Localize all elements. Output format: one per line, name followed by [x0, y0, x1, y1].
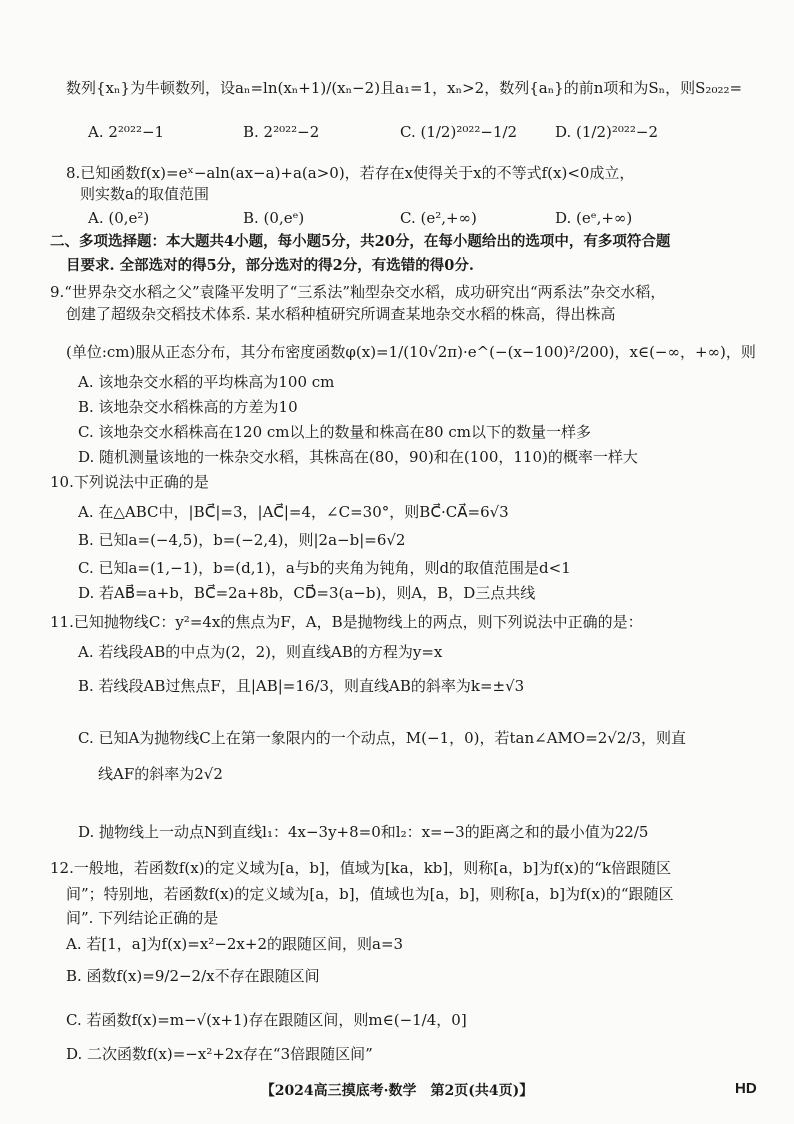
q7-option-b: B. 2²⁰²²−2	[243, 123, 320, 141]
q12-stem-3: 间”. 下列结论正确的是	[66, 909, 219, 927]
q12-stem-2: 间”；特别地，若函数f(x)的定义域为[a，b]，值域也为[a，b]，则称[a，b]为f(x)的“跟随区	[66, 885, 674, 903]
q10-option-c: C. 已知a=(1,−1)，b=(d,1)，a与b的夹角为钝角，则d的取值范围是d<1	[78, 559, 571, 577]
q9-option-b: B. 该地杂交水稻株高的方差为10	[78, 398, 298, 416]
q12-stem: 12.一般地，若函数f(x)的定义域为[a，b]，值域为[ka，kb]，则称[a，b]为f(x)的“k倍跟随区	[50, 859, 671, 877]
q8-option-d: D. (eᵉ,+∞)	[555, 209, 633, 227]
paper-code: HD	[735, 1080, 757, 1097]
q10-option-a: A. 在△ABC中，|BC⃗|=3，|AC⃗|=4，∠C=30°，则BC⃗·CA⃗=6√3	[78, 503, 509, 521]
q9-stem-3: (单位:cm)服从正态分布，其分布密度函数φ(x)=1/(10√2π)·e^(−(x−100)²/200)，x∈(−∞，+∞)，则	[66, 343, 756, 361]
q7-option-a: A. 2²⁰²²−1	[88, 123, 165, 141]
q11-option-c-cont: 线AF的斜率为2√2	[98, 765, 223, 783]
q9-option-a: A. 该地杂交水稻的平均株高为100 cm	[78, 373, 335, 391]
q11-option-d: D. 抛物线上一动点N到直线l₁：4x−3y+8=0和l₂：x=−3的距离之和的最小值为22/5	[78, 823, 649, 841]
q10-option-b: B. 已知a=(−4,5)，b=(−2,4)，则|2a−b|=6√2	[78, 531, 406, 549]
q7-option-d: D. (1/2)²⁰²²−2	[555, 123, 659, 141]
q9-option-d: D. 随机测量该地的一株杂交水稻，其株高在(80，90)和在(100，110)的概率一样大	[78, 448, 638, 466]
q11-stem: 11.已知抛物线C：y²=4x的焦点为F，A，B是抛物线上的两点，则下列说法中正确的是：	[50, 613, 643, 631]
q8-option-c: C. (e²,+∞)	[400, 209, 477, 227]
section-heading: 二、多项选择题：本大题共4小题，每小题5分，共20分，在每小题给出的选项中，有多项符合题	[50, 233, 671, 250]
q7-stem: 数列{xₙ}为牛顿数列，设aₙ=ln(xₙ+1)/(xₙ−2)且a₁=1，xₙ>2，数列{aₙ}的前n项和为Sₙ，则S₂₀₂₂=	[66, 79, 743, 97]
q11-option-a: A. 若线段AB的中点为(2，2)，则直线AB的方程为y=x	[78, 643, 443, 661]
q7-option-c: C. (1/2)²⁰²²−1/2	[400, 123, 518, 141]
q12-option-c: C. 若函数f(x)=m−√(x+1)存在跟随区间，则m∈(−1/4，0]	[66, 1011, 467, 1029]
q8-option-a: A. (0,e²)	[88, 209, 150, 227]
q10-stem: 10.下列说法中正确的是	[50, 473, 209, 491]
q9-stem-2: 创建了超级杂交稻技术体系. 某水稻种植研究所调查某地杂交水稻的株高，得出株高	[66, 305, 616, 323]
page-footer: 【2024高三摸底考·数学 第2页(共4页)】	[260, 1083, 534, 1099]
q9-option-c: C. 该地杂交水稻株高在120 cm以上的数量和株高在80 cm以下的数量一样多	[78, 423, 591, 441]
section-heading-cont: 目要求. 全部选对的得5分，部分选对的得2分，有选错的得0分.	[66, 257, 474, 274]
q8-stem: 8.已知函数f(x)=eˣ−aln(ax−a)+a(a>0)，若存在x使得关于x的不等式f(x)<0成立，	[66, 164, 635, 182]
q12-option-d: D. 二次函数f(x)=−x²+2x存在“3倍跟随区间”	[66, 1045, 373, 1063]
q8-stem-cont: 则实数a的取值范围	[80, 185, 209, 203]
q8-options	[0, 208, 794, 228]
q12-option-b: B. 函数f(x)=9/2−2/x不存在跟随区间	[66, 967, 320, 985]
q11-option-b: B. 若线段AB过焦点F，且|AB|=16/3，则直线AB的斜率为k=±√3	[78, 677, 525, 695]
q7-options	[0, 122, 794, 142]
q11-option-c: C. 已知A为抛物线C上在第一象限内的一个动点，M(−1，0)，若tan∠AMO=2√2/3，则直	[78, 729, 687, 747]
q10-option-d: D. 若AB⃗=a+b，BC⃗=2a+8b，CD⃗=3(a−b)，则A，B，D三点共线	[78, 584, 536, 602]
q8-option-b: B. (0,eᵉ)	[243, 209, 305, 227]
q9-stem: 9.“世界杂交水稻之父”袁隆平发明了“三系法”籼型杂交水稻，成功研究出“两系法”杂交水稻，	[50, 283, 666, 301]
q12-option-a: A. 若[1，a]为f(x)=x²−2x+2的跟随区间，则a=3	[66, 935, 404, 953]
